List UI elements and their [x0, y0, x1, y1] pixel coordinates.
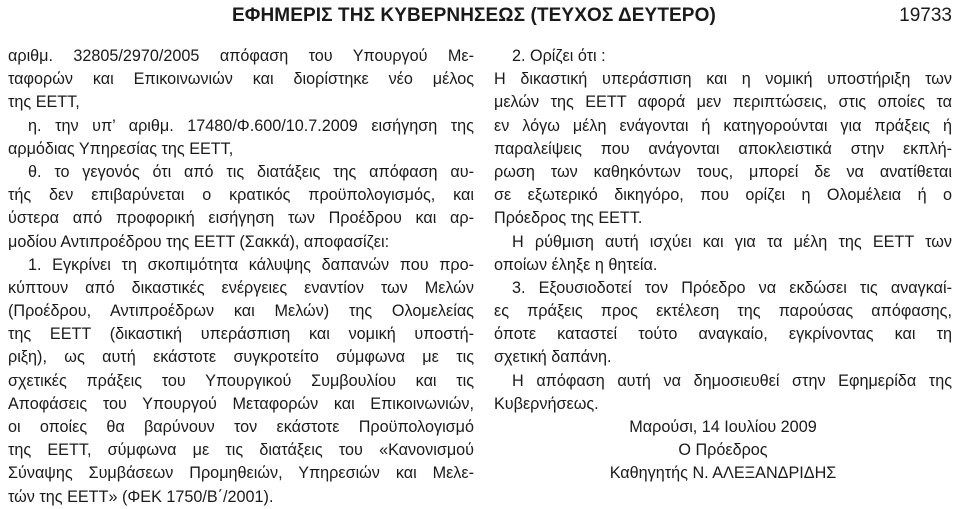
text-line: η. την υπ’ αριθμ. 17480/Φ.600/10.7.2009 εισήγηση της	[28, 116, 474, 135]
text-line: σχετικές πράξεις του Υπουργικού Συμβουλίου και τις	[8, 371, 474, 390]
text-line: της ΕΕΤΤ (δικαστική υπεράσπιση και νομική υποστή-	[8, 325, 474, 344]
text-line: οποίων έληξε η θητεία.	[494, 255, 658, 274]
text-line: θ. το γεγονός ότι από τις διατάξεις της απόφαση αυ-	[28, 162, 474, 181]
text-line: τών της ΕΕΤΤ» (ΦΕΚ 1750/Β΄/2001).	[8, 487, 274, 506]
page-number: 19733	[899, 5, 952, 26]
text-line: αρμόδιας Υπηρεσίας της ΕΕΤΤ,	[8, 139, 234, 158]
signatory-name: Καθηγητής Ν. ΑΛΕΞΑΝΔΡΙΔΗΣ	[609, 464, 837, 483]
signature-date: Μαρούσι, 14 Ιουλίου 2009	[629, 418, 817, 436]
text-line: 3. Εξουσιοδοτεί τον Πρόεδρο να εκδώσει τις αναγκαί-	[512, 278, 952, 297]
text-line: ταφορών και Επικοινωνιών και διορίστηκε νέο μέλος	[8, 70, 474, 89]
text-line: κύπτουν από δικαστικές ενέργειες εναντίον των Μελών	[8, 278, 474, 297]
text-line: Κυβερνήσεως.	[494, 394, 599, 413]
text-line: σχετική δαπάνη.	[494, 348, 612, 367]
text-line: όποτε καταστεί τούτο αναγκαίο, εγκρίνοντας και τη	[494, 325, 952, 344]
text-line: αριθμ. 32805/2970/2005 απόφαση του Υπουργού Με-	[8, 47, 474, 65]
text-line: ρωση των καθηκόντων τους, μπορεί δε να ανατίθεται	[494, 162, 952, 181]
text-line: της ΕΕΤΤ, σύμφωνα με τις διατάξεις του «Κανονισμού	[8, 441, 474, 460]
page-header	[0, 0, 960, 34]
text-line: 2. Ορίζει ότι :	[512, 47, 606, 65]
text-line: οι οποίες θα βαρύνουν τον εκάστοτε Προϋπολογισμό	[8, 418, 474, 436]
text-line: 1. Εγκρίνει τη σκοπιμότητα κάλυψης δαπανών που προ-	[28, 255, 474, 274]
gazette-title: ΕΦΗΜΕΡΙΣ ΤΗΣ ΚΥΒΕΡΝΗΣΕΩΣ (ΤΕΥΧΟΣ ΔΕΥΤΕΡΟ)	[232, 5, 716, 26]
text-line: Αποφάσεις του Υπουργού Μεταφορών και Επικοινωνιών,	[8, 394, 474, 413]
right-column	[494, 45, 952, 486]
text-line: ες πράξεις προς εκτέλεση της παρούσας απόφασης,	[494, 302, 952, 321]
text-line: της ΕΕΤΤ,	[8, 93, 80, 112]
text-line: Η δικαστική υπεράσπιση και η νομική υποστήριξη των	[494, 70, 952, 89]
text-line: σε εξωτερικό δικηγόρο, που ορίζει η Ολομέλεια ή ο	[494, 186, 952, 205]
text-line: Σύναψης Συμβάσεων Προμηθειών, Υπηρεσιών και Μελε-	[8, 464, 474, 483]
text-line: (Προέδρου, Αντιπροέδρων και Μελών) της Ολομελείας	[8, 302, 474, 321]
text-line: ριξη), ως αυτή εκάστοτε συγκροτείτο σύμφωνα με τις	[8, 348, 474, 367]
text-line: Η ρύθμιση αυτή ισχύει και για τα μέλη της ΕΕΤΤ των	[512, 232, 952, 251]
text-line: τής δεν επιβαρύνεται ο κρατικός προϋπολογισμός, και	[8, 186, 474, 205]
text-line: Η απόφαση αυτή να δημοσιευθεί στην Εφημερίδα της	[512, 371, 952, 390]
text-line: Πρόεδρος της ΕΕΤΤ.	[494, 209, 643, 228]
text-line: ύστερα από προφορική εισήγηση των Προέδρου και αρ-	[8, 209, 474, 228]
left-column	[8, 45, 474, 509]
text-line: μοδίου Αντιπροέδρου της ΕΕΤΤ (Σακκά), αποφασίζει:	[8, 232, 390, 251]
signatory-title: Ο Πρόεδρος	[678, 441, 768, 460]
text-line: εν λόγω μέλη ενάγονται ή κατηγορούνται για πράξεις ή	[494, 116, 952, 135]
text-line: μελών της ΕΕΤΤ αφορά μεν περιπτώσεις, στις οποίες τα	[494, 93, 952, 112]
text-line: παραλείψεις που ανάγονται αποκλειστικά στην εκπλή-	[494, 139, 952, 158]
